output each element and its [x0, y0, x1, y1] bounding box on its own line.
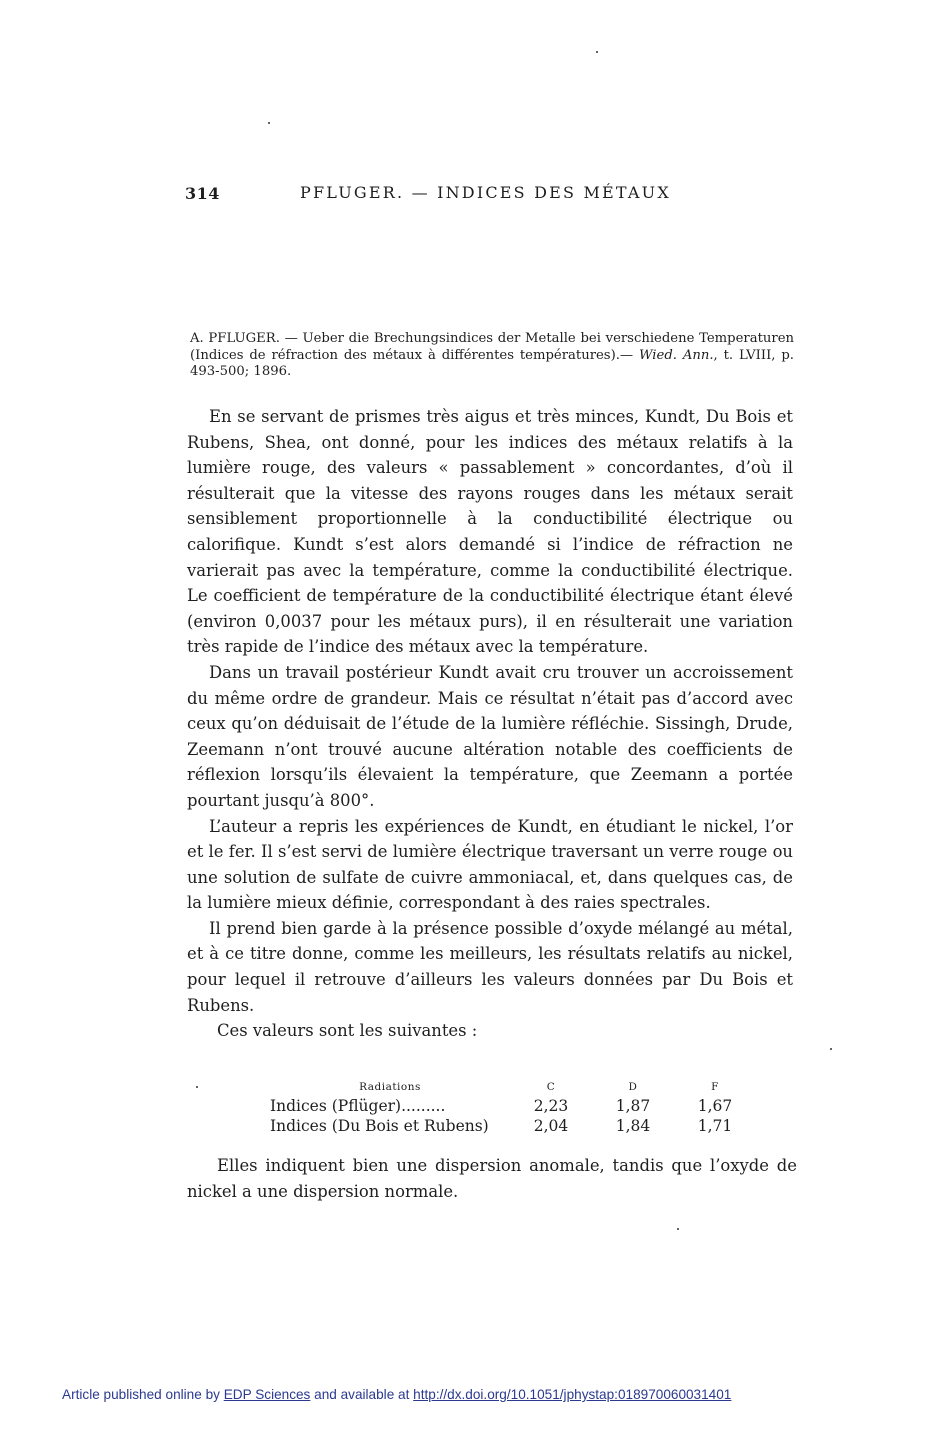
table-cell: 1,87	[615, 1097, 651, 1115]
table-header-row	[270, 1078, 756, 1096]
reference-volume-pages: , t. LVIII, p. 493-500; 1896.	[190, 347, 794, 379]
table-cell: 2,04	[533, 1117, 569, 1135]
footer-middle: and available at	[310, 1387, 414, 1402]
paragraph: Dans un travail postérieur Kundt avait cru trouver un accroissement du même ordre de grandeur. Mais ce résultat n’était pas d’accord avec ceux qu’on déduisait de l’étude de la lumière réfléchie. Sissingh, Drude, Zeemann n’ont trouvé aucune altération notable des coefficients de réflexion lorsqu’ils élevaient la température, que Zeemann a portée pourtant jusqu’à 800°.	[187, 662, 793, 810]
doi-link[interactable]: http://dx.doi.org/10.1051/jphystap:018970060031401	[413, 1387, 732, 1402]
paragraph: L’auteur a repris les expériences de Kundt, en étudiant le nickel, l’or et le fer. Il s’est servi de lumière électrique traversant un verre rouge ou une solution de sulfate de cuivre ammoniacal, et, dans quelques cas, de la lumière mieux définie, correspondant à des raies spectrales.	[187, 816, 793, 913]
table-row	[270, 1096, 756, 1116]
table-header-f: F	[711, 1081, 719, 1093]
scan-speck	[830, 1048, 832, 1050]
scan-speck	[268, 122, 270, 124]
table-cell: 1,67	[697, 1097, 733, 1115]
paragraph: Il prend bien garde à la présence possible d’oxyde mélangé au métal, et à ce titre donne, comme les meilleurs, les résultats relatifs au nickel, pour lequel il retrouve d’ailleurs les valeurs données par Du Bois et Rubens.	[187, 918, 793, 1015]
table-cell: 2,23	[533, 1097, 569, 1115]
table-row	[270, 1116, 756, 1136]
paragraph: En se servant de prismes très aigus et très minces, Kundt, Du Bois et Rubens, Shea, ont donné, pour les indices des métaux relatifs à la lumière rouge, des valeurs « passablement » concordantes, d’où il résulterait que la vitesse des rayons rouges dans les métaux serait sensiblement proportionnelle à la conductibilité électrique ou calorifique. Kundt s’est alors demandé si l’indice de réfraction ne varierait pas avec la température, comme la conductibilité électrique. Le coefficient de température de la conductibilité électrique étant élevé (environ 0,0037 pour les métaux purs), il en résulterait une variation très rapide de l’indice des métaux avec la température.	[187, 407, 793, 657]
footer-prefix: Article published online by	[62, 1387, 224, 1402]
row-label: Indices (Du Bois et Rubens)	[270, 1117, 489, 1135]
scan-speck	[196, 1086, 198, 1088]
table-header-radiations: Radiations	[359, 1081, 421, 1093]
table-header-d: D	[628, 1081, 638, 1093]
article-body	[187, 404, 793, 1044]
publication-footer	[62, 1387, 731, 1402]
table-cell: 1,71	[697, 1117, 733, 1135]
refraction-indices-table	[270, 1078, 756, 1136]
bibliographic-reference	[190, 331, 794, 381]
table-cell: 1,84	[615, 1117, 651, 1135]
paragraph: Elles indiquent bien une dispersion anomale, tandis que l’oxyde de nickel a une dispersion normale.	[187, 1156, 797, 1201]
scan-speck	[596, 51, 598, 53]
closing-paragraph-block	[187, 1153, 797, 1204]
row-label: Indices (Pflüger).........	[270, 1097, 446, 1115]
scan-speck	[677, 1228, 679, 1230]
paragraph: Ces valeurs sont les suivantes :	[217, 1021, 478, 1041]
page-number: 314	[185, 184, 220, 203]
publisher-link[interactable]: EDP Sciences	[223, 1387, 311, 1402]
reference-author: A. PFLUGER.	[190, 331, 280, 346]
table-header-c: C	[546, 1081, 556, 1093]
reference-title: — Ueber die Brechungsindices der Metalle bei verschiedene Temperaturen (Indices de réfraction des métaux à différentes températures).—	[190, 331, 794, 363]
reference-journal: Wied. Ann.	[638, 347, 714, 363]
running-header: PFLUGER. — INDICES DES MÉTAUX	[300, 183, 671, 202]
